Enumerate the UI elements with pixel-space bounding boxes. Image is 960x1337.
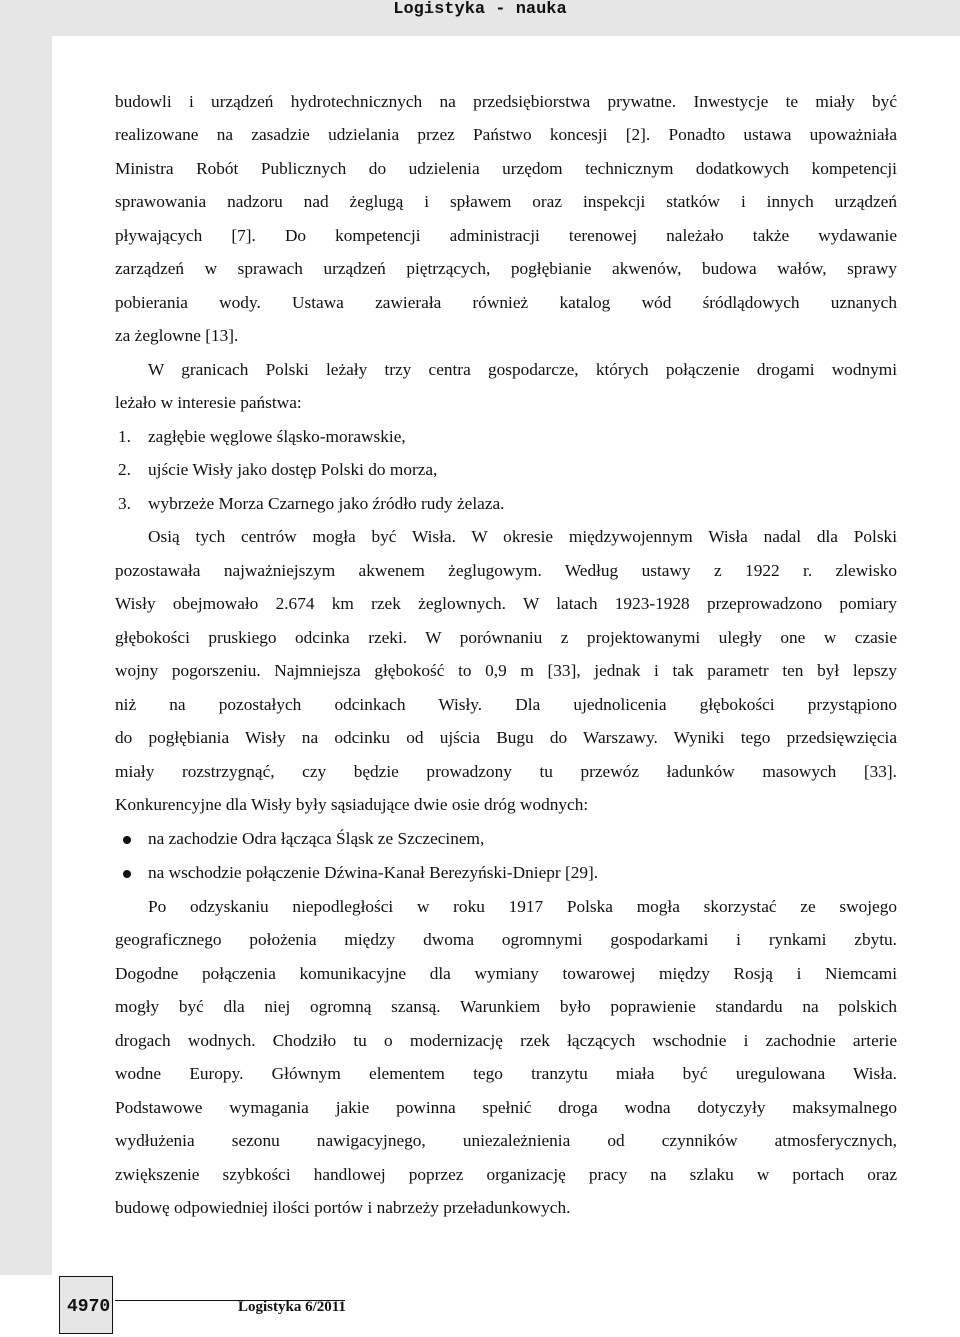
page-footer	[0, 1275, 960, 1337]
text-line: do pogłębiania Wisły na odcinku od ujścia Bugu do Warszawy. Wyniki tego przedsięwzięcia	[115, 728, 897, 747]
text-line: wodne Europy. Głównym elementem tego tranzytu miała być uregulowana Wisła.	[115, 1064, 897, 1083]
bullet-item: na wschodzie połączenie Dźwina-Kanał Berezyński-Dniepr [29].	[148, 863, 599, 882]
text-line: pływających [7]. Do kompetencji administracji terenowej należało także wydawanie	[115, 226, 897, 245]
bullet-item: na zachodzie Odra łącząca Śląsk ze Szczecinem,	[148, 829, 485, 848]
page-body	[52, 36, 960, 1276]
text-line: budowę odpowiedniej ilości portów i nabrzeży przeładunkowych.	[115, 1198, 571, 1217]
text-line: wydłużenia sezonu nawigacyjnego, uniezależnienia od czynników atmosferycznych,	[115, 1131, 897, 1150]
article-text	[115, 36, 897, 1276]
text-line: sprawowania nadzoru nad żeglugą i spławem oraz inspekcji statków i innych urządzeń	[115, 192, 897, 211]
text-line: realizowane na zasadzie udzielania przez Państwo koncesji [2]. Ponadto ustawa upoważniała	[115, 125, 897, 144]
journal-name: Logistyka 6/2011	[238, 1299, 346, 1315]
text-line: Po odzyskaniu niepodległości w roku 1917 Polska mogła skorzystać ze swojego	[148, 897, 897, 916]
list-number: 3.	[118, 494, 131, 513]
text-line: za żeglowne [13].	[115, 326, 239, 345]
list-item: ujście Wisły jako dostęp Polski do morza,	[148, 460, 438, 479]
bullet-icon	[123, 836, 131, 844]
text-line: zarządzeń w sprawach urządzeń piętrzących, pogłębianie akwenów, budowa wałów, sprawy	[115, 259, 897, 278]
text-line: Konkurencyjne dla Wisły były sąsiadujące dwie osie dróg wodnych:	[115, 795, 589, 814]
list-item: wybrzeże Morza Czarnego jako źródło rudy żelaza.	[148, 494, 505, 513]
list-item: zagłębie węglowe śląsko-morawskie,	[148, 427, 406, 446]
text-line: niż na pozostałych odcinkach Wisły. Dla ujednolicenia głębokości przystąpiono	[115, 695, 897, 714]
text-line: budowli i urządzeń hydrotechnicznych na przedsiębiorstwa prywatne. Inwestycje te miały być	[115, 92, 897, 111]
text-line: W granicach Polski leżały trzy centra gospodarcze, których połączenie drogami wodnymi	[148, 360, 897, 379]
text-line: miały rozstrzygnąć, czy będzie prowadzony tu przewóz ładunków masowych [33].	[115, 762, 897, 781]
text-line: Podstawowe wymagania jakie powinna spełnić droga wodna dotyczyły maksymalnego	[115, 1098, 897, 1117]
text-line: zwiększenie szybkości handlowej poprzez organizację pracy na szlaku w portach oraz	[115, 1165, 897, 1184]
text-line: Wisły obejmowało 2.674 km rzek żeglownych. W latach 1923-1928 przeprowadzono pomiary	[115, 594, 897, 613]
text-line: wojny pogorszeniu. Najmniejsza głębokość to 0,9 m [33], jednak i tak parametr ten był lepszy	[115, 661, 897, 680]
text-line: Osią tych centrów mogła być Wisła. W okresie międzywojennym Wisła nadal dla Polski	[148, 527, 897, 546]
page-number: 4970	[67, 1297, 111, 1317]
running-header: Logistyka - nauka	[0, 0, 960, 37]
text-line: drogach wodnych. Chodziło tu o modernizację rzek łączących wschodnie i zachodnie arterie	[115, 1031, 897, 1050]
text-line: pozostawała najważniejszym akwenem żeglugowym. Według ustawy z 1922 r. zlewisko	[115, 561, 897, 580]
text-line: pobierania wody. Ustawa zawierała również katalog wód śródlądowych uznanych	[115, 293, 897, 312]
text-line: głębokości pruskiego odcinka rzeki. W porównaniu z projektowanymi uległy one w czasie	[115, 628, 897, 647]
bullet-icon	[123, 870, 131, 878]
text-line: Ministra Robót Publicznych do udzielenia urzędom technicznym dodatkowych kompetencji	[115, 159, 897, 178]
text-line: Dogodne połączenia komunikacyjne dla wymiany towarowej między Rosją i Niemcami	[115, 964, 897, 983]
text-line: leżało w interesie państwa:	[115, 393, 302, 412]
text-line: geograficznego położenia między dwoma ogromnymi gospodarkami i rynkami zbytu.	[115, 930, 897, 949]
list-number: 1.	[118, 427, 131, 446]
text-line: mogły być dla niej ogromną szansą. Warunkiem było poprawienie standardu na polskich	[115, 997, 897, 1016]
list-number: 2.	[118, 460, 131, 479]
